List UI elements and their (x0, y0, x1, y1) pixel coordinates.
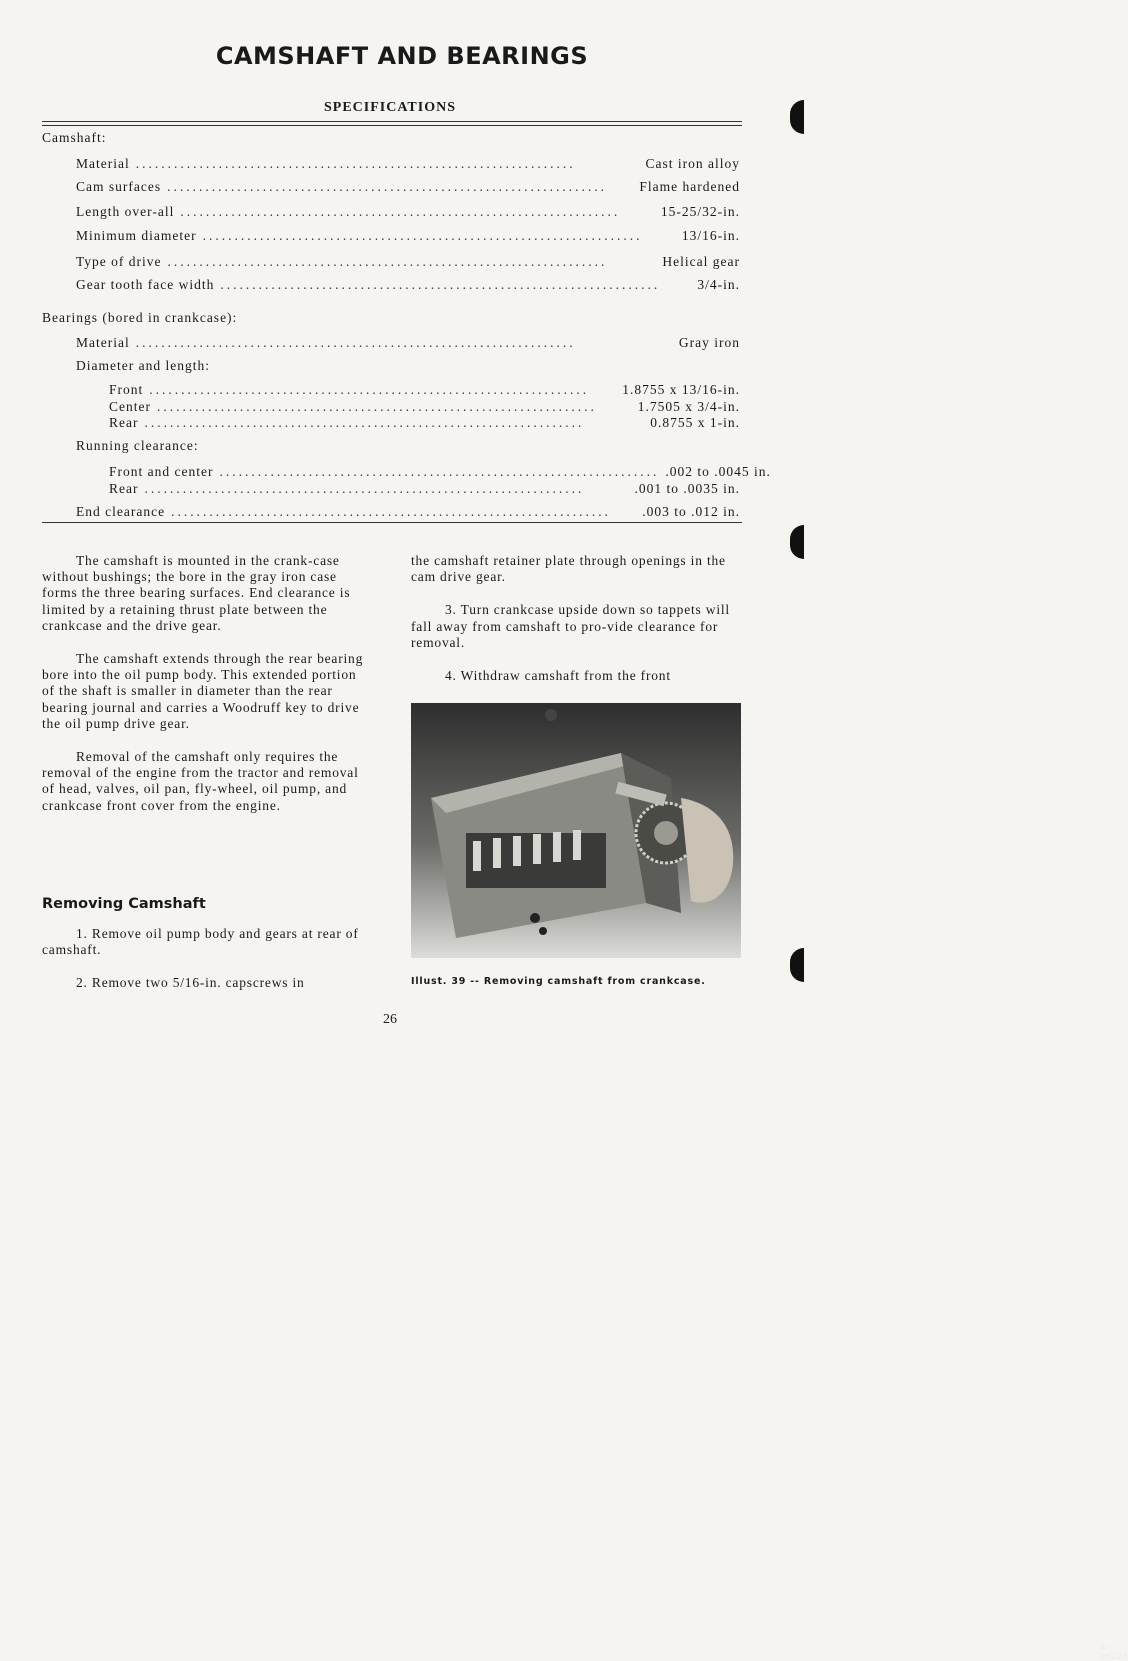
spec-row-material (76, 156, 740, 174)
spec-label: Minimum diameter (76, 228, 197, 243)
paragraph: The camshaft extends through the rear bearing bore into the oil pump body. This extended portion of the shaft is smaller in diameter than the rear bearing journal and carries a Woodruff key to drive the oil pump drive gear. (42, 651, 364, 731)
spec-value: Flame hardened (639, 179, 740, 194)
camshaft-heading: Camshaft: (42, 130, 107, 145)
paragraph: Removal of the camshaft only requires the removal of the engine from the tractor and removal of head, valves, oil pan, fly-wheel, oil pump, and crankcase front cover from the engine. (42, 749, 359, 813)
paragraph: The camshaft is mounted in the crank-case without bushings; the bore in the gray iron case forms the three bearing surfaces. End clearance is limited by a retaining thrust plate between the crankcase and the drive gear. (42, 553, 351, 633)
spec-row-front (109, 382, 740, 400)
spec-label: Rear (109, 481, 139, 496)
spec-label: End clearance (76, 504, 166, 519)
spec-value: .003 to .012 in. (642, 504, 740, 519)
spec-label: Material (76, 335, 130, 350)
leader-dots: ..................................................................... (144, 415, 585, 430)
leader-dots: ..................................................................... (202, 228, 643, 243)
spec-value: 1.8755 x 13/16-in. (622, 382, 740, 397)
engine-block-illustration (411, 703, 741, 958)
spec-label: Cam surfaces (76, 179, 162, 194)
leader-dots: ..................................................................... (135, 156, 576, 171)
spec-label: Length over-all (76, 204, 175, 219)
step-3: 3. Turn crankcase upside down so tappets will fall away from camshaft to pro-vide clearance for removal. (411, 602, 730, 650)
spec-label: Rear (109, 415, 139, 430)
figure-number: A-36224 (1100, 1643, 1128, 1661)
spec-row-bearing-material (76, 335, 740, 353)
binder-hole (790, 948, 804, 982)
bearings-heading: Bearings (bored in crankcase): (42, 310, 238, 325)
rule-divider (42, 522, 742, 523)
step-2: 2. Remove two 5/16-in. capscrews in (76, 975, 305, 991)
leader-dots: ..................................................................... (167, 254, 608, 269)
spec-label: Center (109, 399, 151, 414)
diameter-heading: Diameter and length: (76, 358, 210, 373)
spec-label: Type of drive (76, 254, 162, 269)
specifications-heading: SPECIFICATIONS (324, 100, 456, 115)
spec-label: Front (109, 382, 144, 397)
spec-row-end-clearance (76, 504, 740, 522)
running-clearance-heading: Running clearance: (76, 438, 199, 453)
spec-value: .002 to .0045 in. (665, 464, 771, 479)
left-column (42, 553, 372, 814)
figure-caption: Illust. 39 -- Removing camshaft from crankcase. (411, 976, 706, 987)
spec-value: 0.8755 x 1-in. (650, 415, 740, 430)
binder-hole (790, 100, 804, 134)
left-column-steps (42, 926, 372, 992)
leader-dots: ..................................................................... (171, 504, 611, 519)
spec-value: 13/16-in. (681, 228, 740, 243)
spec-row-cam-surfaces (76, 179, 740, 197)
leader-dots: ..................................................................... (219, 464, 660, 479)
spec-row-front-center-clearance (109, 464, 771, 482)
spec-row-type-of-drive (76, 254, 740, 272)
double-rule-divider (42, 121, 742, 126)
leader-dots: ..................................................................... (144, 481, 585, 496)
spec-value: .001 to .0035 in. (634, 481, 740, 496)
leader-dots: ..................................................................... (180, 204, 621, 219)
page-title: CAMSHAFT AND BEARINGS (215, 42, 589, 70)
spec-row-min-diameter (76, 228, 740, 246)
leader-dots: ..................................................................... (135, 335, 576, 350)
paragraph: the camshaft retainer plate through openings in the cam drive gear. (411, 553, 726, 585)
spec-label: Gear tooth face width (76, 277, 215, 292)
spec-label: Front and center (109, 464, 214, 479)
binder-hole (790, 525, 804, 559)
spec-value: 1.7505 x 3/4-in. (637, 399, 740, 414)
spec-value: 3/4-in. (697, 277, 740, 292)
leader-dots: ..................................................................... (157, 399, 597, 414)
leader-dots: ..................................................................... (167, 179, 607, 194)
page-number: 26 (383, 1012, 397, 1027)
spec-value: Helical gear (662, 254, 740, 269)
spec-value: Cast iron alloy (645, 156, 740, 171)
spec-value: 15-25/32-in. (660, 204, 740, 219)
spec-row-rear (109, 415, 740, 433)
spec-row-length (76, 204, 740, 222)
leader-dots: ..................................................................... (220, 277, 661, 292)
right-column (411, 553, 741, 684)
spec-row-rear-clearance (109, 481, 740, 499)
spec-row-gear-tooth (76, 277, 740, 295)
section-heading: Removing Camshaft (42, 896, 206, 912)
spec-label: Material (76, 156, 130, 171)
step-4: 4. Withdraw camshaft from the front (445, 668, 671, 684)
step-1: 1. Remove oil pump body and gears at rear of camshaft. (42, 926, 359, 958)
spec-value: Gray iron (678, 335, 740, 350)
leader-dots: ..................................................................... (149, 382, 590, 397)
